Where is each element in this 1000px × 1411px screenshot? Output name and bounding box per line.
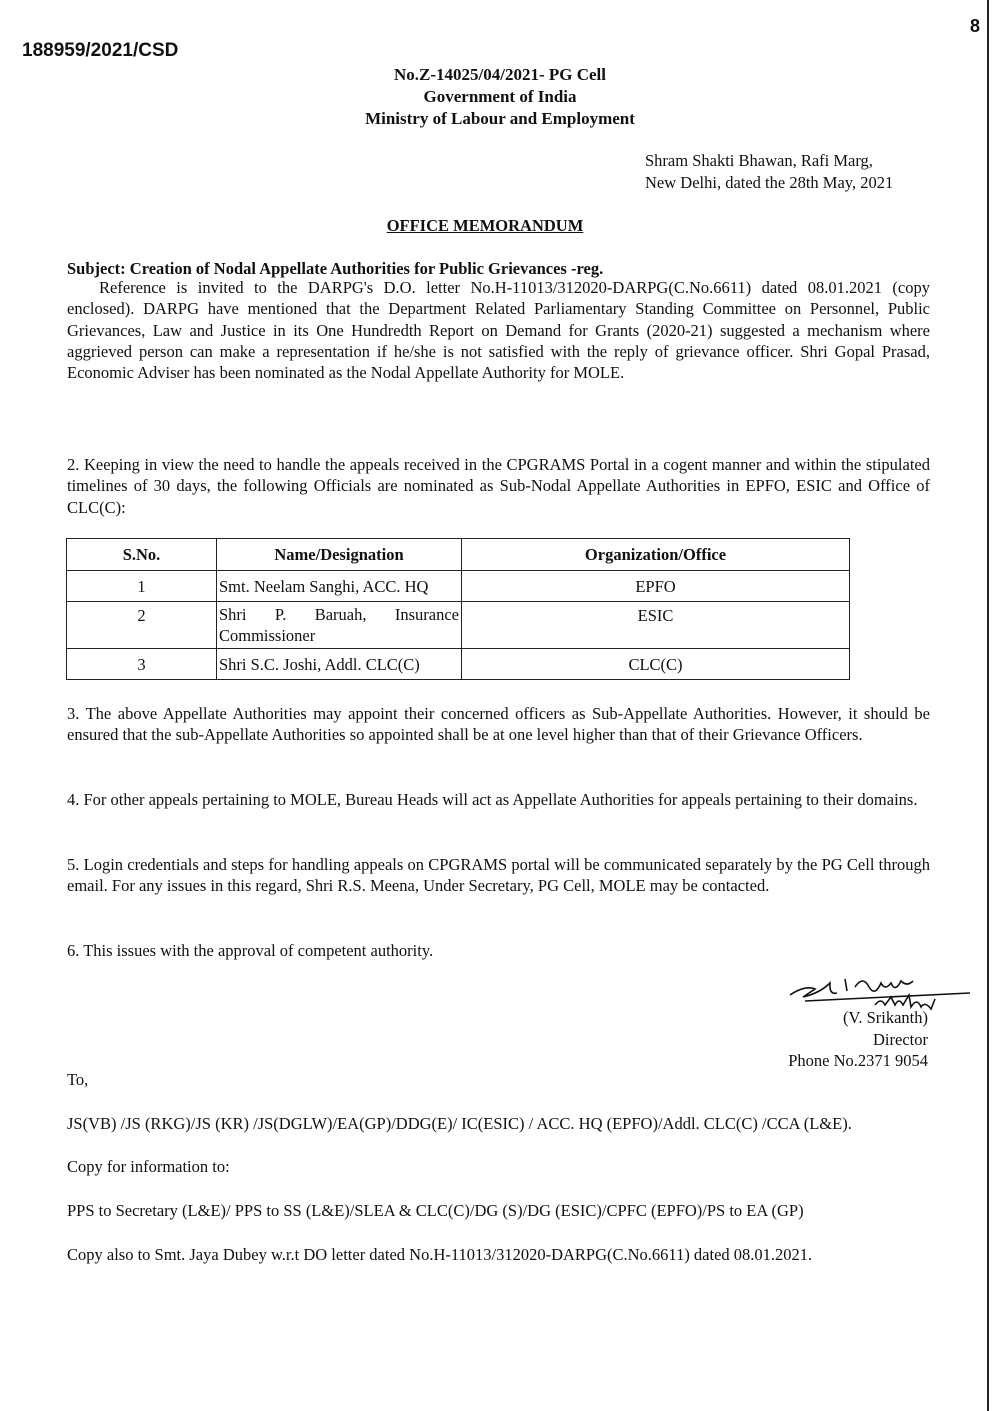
officials-table [66, 538, 850, 680]
cell: 2 [67, 602, 217, 649]
paragraph-3: 3. The above Appellate Authorities may appoint their concerned officers as Sub-Appellate Authorities. However, it should be ensured that the sub-Appellate Authorities so appointed shall be at one level higher than that of their Grievance Officers. [67, 704, 930, 745]
copy-info-label: Copy for information to: [67, 1157, 230, 1176]
diary-number: 188959/2021/CSD [22, 40, 179, 61]
cell: EPFO [462, 571, 850, 602]
col-header: Name/Designation [217, 539, 462, 571]
table-row [67, 602, 850, 649]
cell: Shri P. Baruah, Insurance Commissioner [217, 602, 462, 649]
copy-info-list: PPS to Secretary (L&E)/ PPS to SS (L&E)/SLEA & CLC(C)/DG (S)/DG (ESIC)/CPFC (EPFO)/PS to EA (GP) [67, 1201, 804, 1220]
paragraph-5: 5. Login credentials and steps for handling appeals on CPGRAMS portal will be communicated separately by the PG Cell through email. For any issues in this regard, Shri R.S. Meena, Under Secretary, PG Cell, MOLE may be contacted. [67, 855, 930, 896]
paragraph-2: 2. Keeping in view the need to handle the appeals received in the CPGRAMS Portal in a cogent manner and within the stipulated timelines of 30 days, the following Officials are nominated as Sub-Nodal Appellate Authorities in EPFO, ESIC and Office of CLC(C): [67, 455, 930, 517]
paragraph-4: 4. For other appeals pertaining to MOLE, Bureau Heads will act as Appellate Authorities for appeals pertaining to their domains. [67, 790, 918, 809]
paragraph-1: Reference is invited to the DARPG's D.O. letter No.H-11013/312020-DARPG(C.No.6611) dated 08.01.2021 (copy enclosed). DARPG have mentioned that the Department Related Parliamentary Standing Committee on Personnel, Public Grievances, Law and Justice in its One Hundredth Report on Demand for Grants (2020-21) suggested a mechanism where aggrieved person can make a representation if he/she is not satisfied with the reply of grievance officer. Shri Gopal Prasad, Economic Adviser has been nominated as the Nodal Appellate Authority for MOLE. [67, 278, 930, 383]
paragraph-6: 6. This issues with the approval of competent authority. [67, 941, 434, 960]
letterhead [300, 64, 700, 130]
handwritten-signature [785, 965, 975, 1013]
signatory-name: (V. Srikanth) [843, 1008, 928, 1027]
signatory-phone: Phone No.2371 9054 [788, 1051, 928, 1070]
cell: Shri S.C. Joshi, Addl. CLC(C) [217, 649, 462, 680]
ministry: Ministry of Labour and Employment [365, 109, 635, 128]
subject-line: Subject: Creation of Nodal Appellate Authorities for Public Grievances -reg. [67, 259, 604, 278]
address-date-line: New Delhi, dated the 28th May, 2021 [645, 173, 894, 192]
signatory-designation: Director [873, 1029, 928, 1049]
file-number: No.Z-14025/04/2021- PG Cell [393, 65, 606, 84]
cell: 3 [67, 649, 217, 680]
memo-title: OFFICE MEMORANDUM [386, 216, 584, 235]
to-label: To, [67, 1070, 89, 1089]
cell: Smt. Neelam Sanghi, ACC. HQ [217, 571, 462, 602]
signatory-block [788, 1007, 928, 1072]
copy-also-line: Copy also to Smt. Jaya Dubey w.r.t DO letter dated No.H-11013/312020-DARPG(C.No.6611) dated 08.01.2021. [67, 1245, 813, 1264]
cell: ESIC [462, 602, 850, 649]
cell: 1 [67, 571, 217, 602]
recipients-list: JS(VB) /JS (RKG)/JS (KR) /JS(DGLW)/EA(GP)/DDG(E)/ IC(ESIC) / ACC. HQ (EPFO)/Addl. CLC(C) /CCA (L&E). [67, 1114, 852, 1133]
table-row [67, 571, 850, 602]
table-header-row [67, 539, 850, 571]
page-number: 8 [970, 16, 981, 36]
cell: CLC(C) [462, 649, 850, 680]
col-header: Organization/Office [462, 539, 850, 571]
government: Government of India [423, 87, 577, 106]
scan-border-line [987, 0, 989, 1411]
address-line: Shram Shakti Bhawan, Rafi Marg, [645, 151, 873, 170]
table-row [67, 649, 850, 680]
col-header: S.No. [67, 539, 217, 571]
address [645, 150, 893, 194]
